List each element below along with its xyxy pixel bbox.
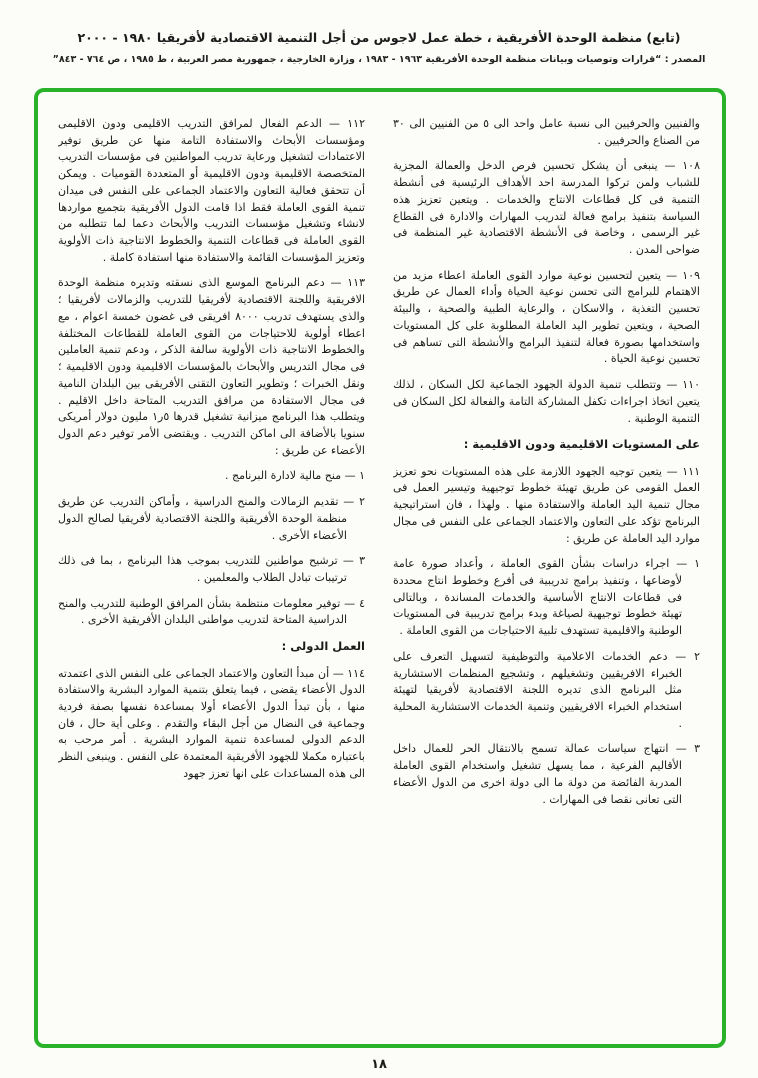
- paragraph-110: ١١٠ — وتتطلب تنمية الدولة الجهود الجماعية لكل السكان ، لذلك يتعين اتخاذ اجراءات تكفل المشاركة التامة والفعالة لكل السكان فى التنمية الوطنية .: [393, 378, 700, 425]
- list-item-support-2: ٢ — تقديم الزمالات والمنح الدراسية ، وأماكن التدريب عن طريق منظمة الوحدة الأفريقية واللجنة الاقتصادية لأفريقيا لصالح الدول الأعضاء الأخرى .: [58, 495, 365, 542]
- list-item-regional-3: ٣ — انتهاج سياسات عمالة تسمح بالانتقال الحر للعمال داخل الأقاليم الفرعية ، مما يسهل تشغيل واستخدام القوى العاملة المدربة الفائضة من دولة ما الى دولة اخرى من الدول الأعضاء التى تعانى نقصا فى المهارات .: [393, 742, 700, 806]
- left-column: [58, 116, 365, 1026]
- list-item-support-3: ٣ — ترشيح مواطنين للتدريب بموجب هذا البرنامج ، بما فى ذلك ترتيبات تبادل الطلاب والمعلمين .: [58, 554, 365, 584]
- list-item-support-4: ٤ — توفير معلومات منتظمة بشأن المرافق الوطنية للتدريب والمنح الدراسية المتاحة لتدريب مواطنى البلدان الأفريقية الأخرى .: [58, 596, 365, 627]
- paragraph-113: ١١٣ — دعم البرنامج الموسع الذى نسقته وتديره منظمة الوحدة الافريقية واللجنة الاقتصادية لأفريقيا للتدريب والزمالات لأفريقيا ؛ والذى يستهدف تدريب ٨٠٠٠ افريقى فى غضون خمسة اعوام ، مع اعطاء أولوية للاحتياجات من القوى العاملة للقطاعات المختلفة والخطوط الانتاجية ذات الأولوية سالفة الذكر ، ودعم تنمية العاملين فى مجال التدريس والأبحاث بالمؤسسات الاقليمية ودون الاقليمية ؛ ونقل الخبرات ؛ وتطوير التعاون التقنى الأفريقى بين البلدان النامية فى مجال الاستفادة من مرافق التدريب المتاحة داخل الاقليم . ويتطلب هذا البرنامج ميزانية تشغيل قدرها ٥ر١ مليون دولار أمريكى سنويا بالأضافة الى اماكن التدريب . ويقتضى الأمر توفير دعم الدول الأعضاء عن طريق :: [58, 276, 365, 457]
- section-heading-regional: على المستويات الاقليمية ودون الاقليمية :: [463, 437, 700, 452]
- list-item-regional-2: ٢ — دعم الخدمات الاعلامية والتوظيفية لتسهيل التعرف على الخبراء الافريقيين وتشغيلهم ، وتشجيع المنظمات الاستشارية مثل البرنامج الذى تديره اللجنة الاقتصادية لأفريقيا لتهيئة استخدام الخبراء الافريقيين وتنمية الخدمات الاستشارية المحلية .: [393, 649, 700, 730]
- text-columns: [58, 116, 700, 1026]
- document-header: [0, 0, 758, 65]
- list-item-regional-1: ١ — اجراء دراسات بشأن القوى العاملة ، وأعداد صورة عامة لأوضاعها ، وتنفيذ برامج تدريبية فى أفرع وخطوط انتاج محددة فى قطاعات الانتاج الأساسية والخدمات المساندة ، وبالتالى تهيئة خطوط توجيهية لصياغة وبدء برامج تدريبية فى المستويات الوطنية والاقليمية تستهدف تلبية الاحتياجات من القوى العاملة .: [393, 557, 700, 638]
- paragraph-112: ١١٢ — الدعم الفعال لمرافق التدريب الاقليمى ودون الاقليمى ومؤسسات الأبحاث والاستفادة التامة منها عن طريق توفير الاعتمادات لتشغيل ورعاية تدريب المواطنين فى مؤسسات التدريب المتخصصة الاقليمية ودون الاقليمية أو المتعددة القوميات . ويمكن أن تتحقق فعالية التعاون والاعتماد الجماعى على النفس فى ميدان تنمية القوى العاملة فقط اذا قامت الدول الأفريقية بتجميع مواردها لانشاء وتشغيل مؤسسات التدريب والأبحاث دعما لما تتطلبه من القوى العاملة فى قطاعات التنمية والخطوط الانتاجية ذات الأولوية وتعزيز المؤسسات القائمة والاستفادة منها استفادة كاملة .: [58, 117, 365, 264]
- paragraph-114: ١١٤ — أن مبدأ التعاون والاعتماد الجماعى على النفس الذى اعتمدته الدول الأعضاء يقضى ، فيما يتعلق بتنمية الموارد البشرية والاستفادة منها ، بأن تبدأ الدول الأعضاء أولا بمساعدة نفسها بصفة فردية وجماعية فى النضال من أجل البقاء والتقدم . وعلى أية حال ، فان الدعم الدولى لمساعدة تنمية الموارد البشرية . أمر مرحب به باعتباره مكملا للجهود الأفريقية المعتمدة على النفس . وينبغى النظر الى هذه المساعدات على انها تعزز جهود: [58, 666, 365, 780]
- section-heading-international: العمل الدولى :: [281, 639, 365, 654]
- document-source-line: المصدر : “قرارات وتوصيات وبيانات منظمة الوحدة الأفريقية ١٩٦٣ - ١٩٨٣ ، وزارة الخارجية ، جمهورية مصر العربية ، ط ١٩٨٥ ، ص ٧٦٤ - ٨٤٣”: [52, 54, 706, 65]
- document-title: (تابع) منظمة الوحدة الأفريقية ، خطة عمل لاجوس من أجل التنمية الاقتصادية لأفريقيا ١٩٨٠ - ٢٠٠٠: [77, 30, 681, 45]
- paragraph-108: ١٠٨ — ينبغى أن يشكل تحسين فرص الدخل والعمالة المجزية للشباب ولمن تركوا المدرسة احد الأهداف الرئيسية فى أنشطة التنمية فى كل قطاعات الانتاج والخدمات . ويتعين تعزيز هذه السياسة بتنفيذ برامج فعالة لتدريب المهارات والادارة فى القطاع غير الرسمى ، وخاصة فى الأنشطة الاقتصادية غير المنظمة فى ضواحى المدن .: [393, 159, 700, 257]
- list-item-support-1: ١ — منح مالية لادارة البرنامج .: [224, 469, 365, 483]
- paragraph-109: ١٠٩ — يتعين لتحسين نوعية موارد القوى العاملة اعطاء مزيد من الاهتمام للبرامج التى تحسن نوعية الحياة وأداء العمال عن طريق تحسين التغذية ، والاسكان ، والرعاية الطبية والصحية ، والبيئة الصحية ، ويتعين تطوير اليد العاملة المطلوبة على كل المستويات واستخدامها بصورة فعالة لتنفيذ البرامج والأنشطة التى تساهم فى تحسين نوعية الحياة .: [393, 268, 700, 366]
- green-border-frame: [34, 88, 726, 1048]
- paragraph-continuation: والفنيين والحرفيين الى نسبة عامل واحد الى ٥ من الفنيين الى ٣٠ من الصناع والحرفيين .: [393, 117, 700, 147]
- paragraph-111: ١١١ — يتعين توجيه الجهود اللازمة على هذه المستويات نحو تعزيز العمل القومى عن طريق تهيئة خطوط توجيهية وتيسير العمل فى مجال تنمية اليد العاملة والاستفادة منها . ولهذا ، فان استراتيجية البرنامج تؤكد على التعاون والاعتماد الجماعى على النفس فى مجال موارد اليد العاملة عن طريق :: [393, 464, 700, 545]
- page-number: ١٨: [371, 1057, 387, 1072]
- right-column: [393, 116, 700, 1026]
